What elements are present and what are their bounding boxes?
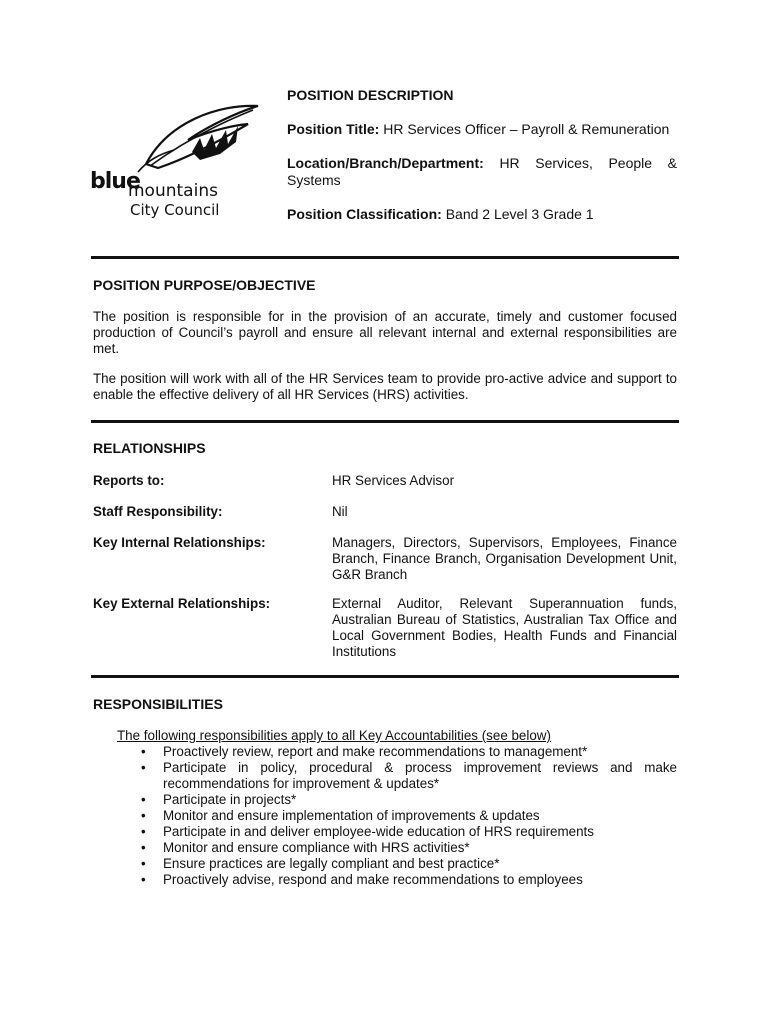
external-relationships-value: External Auditor, Relevant Superannuation funds, Australian Bureau of Statistics, Australian Tax Office and Local Government Bodies, Health Funds and Financial Institutions — [332, 596, 677, 659]
internal-relationships-label: Key Internal Relationships: — [93, 535, 266, 550]
list-item — [137, 856, 677, 872]
list-item — [137, 872, 677, 888]
section-divider — [91, 675, 679, 678]
section-divider — [91, 420, 679, 423]
relationships-title: RELATIONSHIPS — [93, 440, 206, 456]
responsibilities-section — [93, 696, 677, 713]
list-item — [137, 792, 677, 808]
purpose-title: POSITION PURPOSE/OBJECTIVE — [93, 277, 316, 293]
location-field — [287, 155, 677, 189]
list-item-text: Participate in policy, procedural & process improvement reviews and make recommendations for improvement & updates* — [163, 760, 677, 791]
bullet-icon: • — [141, 872, 146, 887]
relationships-section — [93, 440, 677, 457]
location-value: HR Services, People & Systems — [287, 155, 677, 188]
position-title-value: HR Services Officer – Payroll & Remuneration — [383, 121, 670, 137]
bullet-icon: • — [141, 792, 146, 807]
list-item-text: Proactively review, report and make recommendations to management* — [163, 744, 588, 759]
responsibilities-list — [137, 744, 677, 888]
classification-field — [287, 206, 677, 223]
staff-responsibility-value: Nil — [332, 504, 348, 519]
purpose-section — [93, 277, 677, 294]
reports-to-label: Reports to: — [93, 473, 165, 488]
responsibilities-intro: The following responsibilities apply to all Key Accountabilities (see below) — [117, 728, 551, 743]
list-item-text: Participate in projects* — [163, 792, 297, 807]
position-title-label: Position Title: — [287, 121, 380, 137]
list-item — [137, 840, 677, 856]
reports-to-value: HR Services Advisor — [332, 473, 455, 488]
purpose-paragraph-1-wrap — [93, 309, 677, 357]
internal-relationships-value: Managers, Directors, Supervisors, Employees, Finance Branch, Finance Branch, Organisation Development Unit, G&R Branch — [332, 535, 677, 582]
purpose-paragraph-2: The position will work with all of the HR Services team to provide pro-active advice and support to enable the effective delivery of all HR Services (HRS) activities. — [93, 371, 677, 402]
leaf-icon — [138, 106, 258, 172]
list-item-text: Proactively advise, respond and make recommendations to employees — [163, 872, 583, 887]
list-item-text: Ensure practices are legally compliant and best practice* — [163, 856, 500, 871]
position-title-field — [287, 121, 677, 138]
list-item-text: Participate in and deliver employee-wide education of HRS requirements — [163, 824, 594, 839]
list-item — [137, 744, 677, 760]
responsibilities-title: RESPONSIBILITIES — [93, 696, 223, 712]
bullet-icon: • — [141, 760, 146, 775]
external-relationships-label: Key External Relationships: — [93, 596, 271, 611]
bullet-icon: • — [141, 744, 146, 759]
purpose-paragraph-1: The position is responsible for in the provision of an accurate, timely and customer focused production of Council’s payroll and ensure all relevant internal and external responsibilities are met. — [93, 309, 677, 356]
list-item — [137, 824, 677, 840]
location-label: Location/Branch/Department: — [287, 155, 484, 171]
section-divider — [91, 256, 679, 259]
staff-responsibility-label: Staff Responsibility: — [93, 504, 223, 519]
purpose-paragraph-2-wrap — [93, 371, 677, 403]
list-item — [137, 760, 677, 792]
position-header — [287, 87, 677, 223]
classification-value: Band 2 Level 3 Grade 1 — [445, 206, 594, 222]
list-item-text: Monitor and ensure implementation of improvements & updates — [163, 808, 540, 823]
bullet-icon: • — [141, 856, 146, 871]
council-logo — [88, 102, 278, 220]
document-heading: POSITION DESCRIPTION — [287, 87, 454, 103]
logo-word-city-council: City Council — [130, 201, 220, 219]
bullet-icon: • — [141, 808, 146, 823]
list-item — [137, 808, 677, 824]
list-item-text: Monitor and ensure compliance with HRS activities* — [163, 840, 470, 855]
logo-word-blue: blue — [90, 169, 140, 194]
logo-word-mountains: mountains — [128, 181, 218, 201]
classification-label: Position Classification: — [287, 206, 442, 222]
bullet-icon: • — [141, 840, 146, 855]
bullet-icon: • — [141, 824, 146, 839]
